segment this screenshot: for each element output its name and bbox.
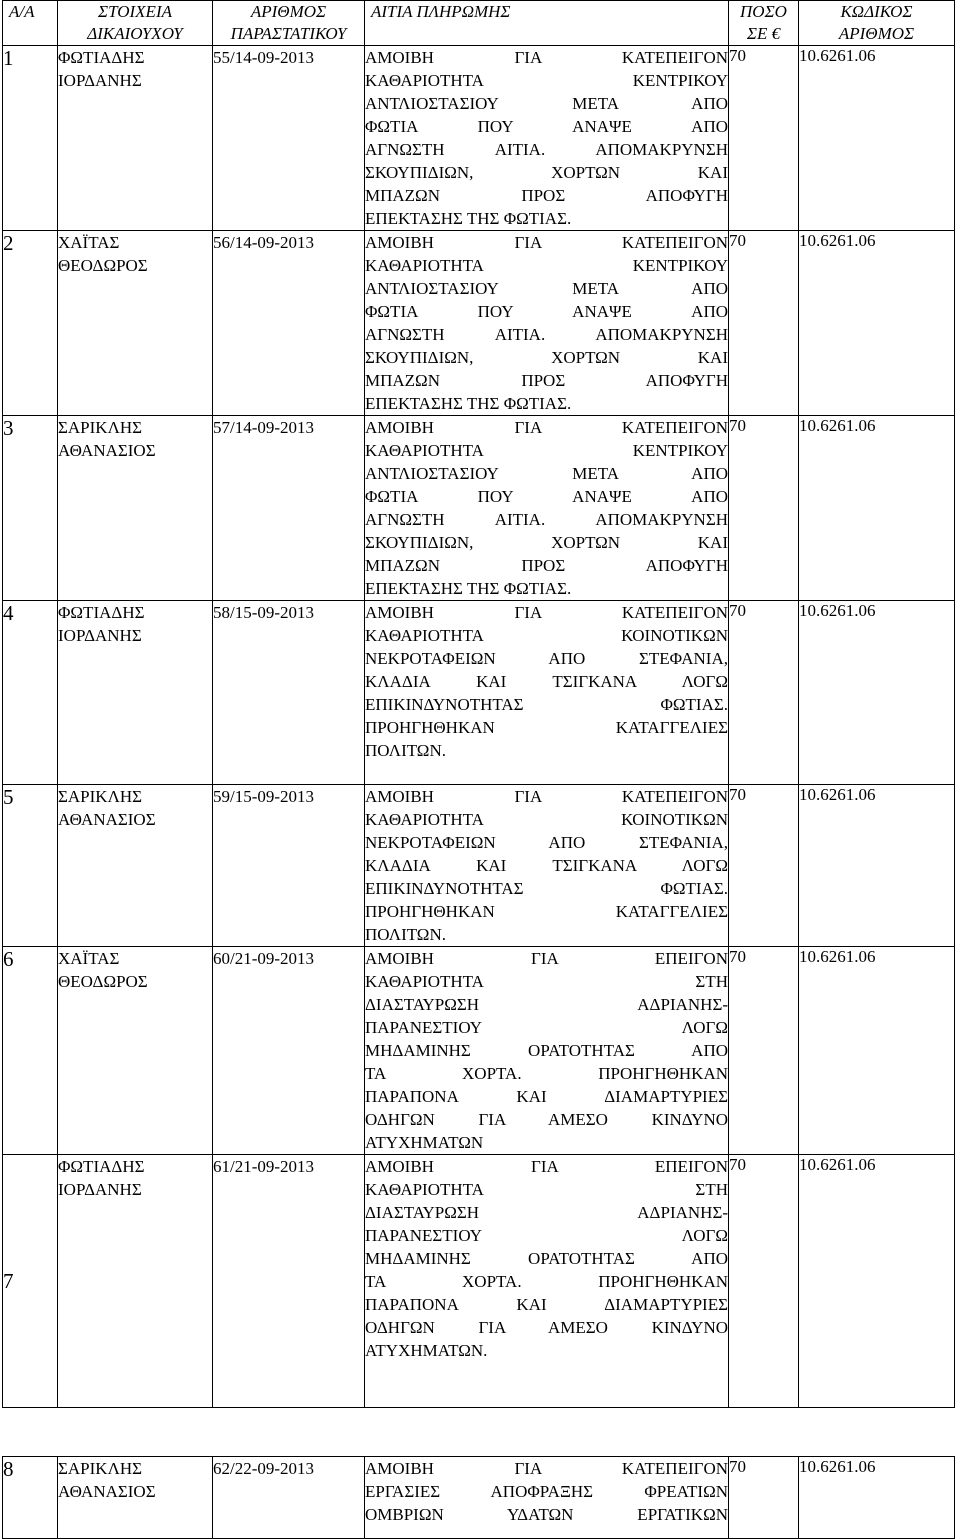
beneficiary-name-line: ΦΩΤΙΑΔΗΣ xyxy=(58,603,145,622)
payment-reason xyxy=(365,785,729,947)
row-number: 1 xyxy=(3,46,58,231)
header-amount-line-2: ΣΕ € xyxy=(746,24,781,43)
payment-reason-line: ΕΠΙΚΙΝΔΥΝΟΤΗΤΑΣ ΦΩΤΙΑΣ. xyxy=(365,879,728,898)
voucher-number: 55/14-09-2013 xyxy=(213,46,365,231)
payment-reason-line: ΑΜΟΙΒΗ ΓΙΑ ΕΠΕΙΓΟΝ xyxy=(365,949,728,968)
beneficiary-name-line: ΧΑΪΤΑΣ xyxy=(58,949,120,968)
payment-reason-line: ΑΜΟΙΒΗ ΓΙΑ ΚΑΤΕΠΕΙΓΟΝ xyxy=(365,1459,728,1478)
header-beneficiary xyxy=(58,1,213,46)
beneficiary-name xyxy=(58,416,213,601)
payment-reason-line: ΜΗΔΑΜΙΝΗΣ ΟΡΑΤΟΤΗΤΑΣ ΑΠΟ xyxy=(365,1249,728,1268)
payments-table xyxy=(2,0,955,1539)
beneficiary-name xyxy=(58,231,213,416)
header-beneficiary-line-2: ΔΙΚΑΙΟΥΧΟΥ xyxy=(87,24,183,43)
payment-reason-line: ΚΑΘΑΡΙΟΤΗΤΑ ΣΤΗ xyxy=(365,1180,728,1199)
payment-reason-line: ΠΡΟΗΓΗΘΗΚΑΝ ΚΑΤΑΓΓΕΛΙΕΣ xyxy=(365,902,728,921)
payment-reason-line: ΚΑΘΑΡΙΟΤΗΤΑ ΚΕΝΤΡΙΚΟΥ xyxy=(365,256,728,275)
beneficiary-name xyxy=(58,1457,213,1539)
payment-reason-line: ΑΝΤΛΙΟΣΤΑΣΙΟΥ ΜΕΤΑ ΑΠΟ xyxy=(365,279,728,298)
payment-reason-line: ΚΑΘΑΡΙΟΤΗΤΑ ΣΤΗ xyxy=(365,972,728,991)
payment-reason-line: ΠΑΡΑΠΟΝΑ ΚΑΙ ΔΙΑΜΑΡΤΥΡΙΕΣ xyxy=(365,1087,728,1106)
payment-reason-line: ΑΤΥΧΗΜΑΤΩΝ xyxy=(365,1133,484,1152)
payment-reason-line: ΦΩΤΙΑ ΠΟΥ ΑΝΑΨΕ ΑΠΟ xyxy=(365,117,728,136)
payment-reason-line: ΠΟΛΙΤΩΝ. xyxy=(365,925,446,944)
header-code xyxy=(799,1,955,46)
payment-amount: 70 xyxy=(729,947,799,1155)
payment-reason-line: ΦΩΤΙΑ ΠΟΥ ΑΝΑΨΕ ΑΠΟ xyxy=(365,487,728,506)
account-code: 10.6261.06 xyxy=(799,46,955,231)
payment-reason-line: ΑΝΤΛΙΟΣΤΑΣΙΟΥ ΜΕΤΑ ΑΠΟ xyxy=(365,464,728,483)
beneficiary-name-line: ΘΕΟΔΩΡΟΣ xyxy=(58,256,148,275)
voucher-number: 57/14-09-2013 xyxy=(213,416,365,601)
table-row xyxy=(3,785,955,947)
header-voucher-line-2: ΠΑΡΑΣΤΑΤΙΚΟΥ xyxy=(230,24,347,43)
page-break-gap-row xyxy=(3,1408,955,1457)
payment-reason-line: ΜΗΔΑΜΙΝΗΣ ΟΡΑΤΟΤΗΤΑΣ ΑΠΟ xyxy=(365,1041,728,1060)
payment-reason-line: ΟΔΗΓΩΝ ΓΙΑ ΑΜΕΣΟ ΚΙΝΔΥΝΟ xyxy=(365,1110,728,1129)
payment-reason-line: ΕΠΙΚΙΝΔΥΝΟΤΗΤΑΣ ΦΩΤΙΑΣ. xyxy=(365,695,728,714)
beneficiary-name xyxy=(58,947,213,1155)
gap-cell xyxy=(3,1408,58,1457)
payment-reason xyxy=(365,416,729,601)
payment-reason-line: ΕΡΓΑΣΙΕΣ ΑΠΟΦΡΑΞΗΣ ΦΡΕΑΤΙΩΝ xyxy=(365,1482,728,1501)
payment-reason-line: ΑΜΟΙΒΗ ΓΙΑ ΕΠΕΙΓΟΝ xyxy=(365,1157,728,1176)
payment-reason-line: ΜΠΑΖΩΝ ΠΡΟΣ ΑΠΟΦΥΓΗ xyxy=(365,371,728,390)
beneficiary-name-line: ΣΑΡΙΚΛΗΣ xyxy=(58,787,143,806)
row-number: 8 xyxy=(3,1457,58,1539)
payment-reason xyxy=(365,231,729,416)
payment-reason-line: ΤΑ ΧΟΡΤΑ. ΠΡΟΗΓΗΘΗΚΑΝ xyxy=(365,1064,728,1083)
payment-reason-line: ΑΜΟΙΒΗ ΓΙΑ ΚΑΤΕΠΕΙΓΟΝ xyxy=(365,418,728,437)
row-number: 7 xyxy=(3,1155,58,1408)
beneficiary-name xyxy=(58,46,213,231)
payment-reason-line: ΚΑΘΑΡΙΟΤΗΤΑ ΚΕΝΤΡΙΚΟΥ xyxy=(365,71,728,90)
gap-cell xyxy=(799,1408,955,1457)
header-reason: ΑΙΤΙΑ ΠΛΗΡΩΜΗΣ xyxy=(365,1,729,46)
beneficiary-name-line: ΣΑΡΙΚΛΗΣ xyxy=(58,418,143,437)
payment-reason-line: ΚΑΘΑΡΙΟΤΗΤΑ ΚΕΝΤΡΙΚΟΥ xyxy=(365,441,728,460)
payment-reason-line: ΦΩΤΙΑ ΠΟΥ ΑΝΑΨΕ ΑΠΟ xyxy=(365,302,728,321)
header-code-line-1: ΚΩΔΙΚΟΣ xyxy=(840,2,913,21)
voucher-number: 60/21-09-2013 xyxy=(213,947,365,1155)
payment-reason xyxy=(365,1457,729,1539)
payment-reason-line: ΤΑ ΧΟΡΤΑ. ΠΡΟΗΓΗΘΗΚΑΝ xyxy=(365,1272,728,1291)
beneficiary-name-line: ΙΟΡΔΑΝΗΣ xyxy=(58,71,142,90)
payment-amount: 70 xyxy=(729,785,799,947)
beneficiary-name-line: ΙΟΡΔΑΝΗΣ xyxy=(58,1180,142,1199)
payment-reason-line: ΚΑΘΑΡΙΟΤΗΤΑ ΚΟΙΝΟΤΙΚΩΝ xyxy=(365,810,728,829)
payment-reason-line: ΑΝΤΛΙΟΣΤΑΣΙΟΥ ΜΕΤΑ ΑΠΟ xyxy=(365,94,728,113)
voucher-number: 58/15-09-2013 xyxy=(213,601,365,785)
table-row xyxy=(3,46,955,231)
table-row xyxy=(3,1155,955,1408)
payment-reason-line: ΑΜΟΙΒΗ ΓΙΑ ΚΑΤΕΠΕΙΓΟΝ xyxy=(365,48,728,67)
beneficiary-name-line: ΦΩΤΙΑΔΗΣ xyxy=(58,1157,145,1176)
payment-reason-line: ΜΠΑΖΩΝ ΠΡΟΣ ΑΠΟΦΥΓΗ xyxy=(365,186,728,205)
payment-reason-line: ΠΑΡΑΝΕΣΤΙΟΥ ΛΟΓΩ xyxy=(365,1018,728,1037)
beneficiary-name xyxy=(58,601,213,785)
payment-amount: 70 xyxy=(729,231,799,416)
beneficiary-name-line: ΑΘΑΝΑΣΙΟΣ xyxy=(58,441,156,460)
beneficiary-name-line: ΣΑΡΙΚΛΗΣ xyxy=(58,1459,143,1478)
beneficiary-name-line: ΦΩΤΙΑΔΗΣ xyxy=(58,48,145,67)
header-voucher-line-1: ΑΡΙΘΜΟΣ xyxy=(250,2,327,21)
payment-amount: 70 xyxy=(729,46,799,231)
voucher-number: 62/22-09-2013 xyxy=(213,1457,365,1539)
row-number: 4 xyxy=(3,601,58,785)
gap-cell xyxy=(213,1408,365,1457)
payment-reason-line: ΑΓΝΩΣΤΗ ΑΙΤΙΑ. ΑΠΟΜΑΚΡΥΝΣΗ xyxy=(365,140,728,159)
voucher-number: 56/14-09-2013 xyxy=(213,231,365,416)
payment-reason-line: ΝΕΚΡΟΤΑΦΕΙΩΝ ΑΠΟ ΣΤΕΦΑΝΙΑ, xyxy=(365,833,728,852)
header-aa: Α/Α xyxy=(3,1,58,46)
payment-reason-line: ΟΜΒΡΙΩΝ ΥΔΑΤΩΝ ΕΡΓΑΤΙΚΩΝ xyxy=(365,1505,728,1524)
payment-reason-line: ΔΙΑΣΤΑΥΡΩΣΗ ΑΔΡΙΑΝΗΣ- xyxy=(365,995,728,1014)
account-code: 10.6261.06 xyxy=(799,601,955,785)
payment-amount: 70 xyxy=(729,601,799,785)
payment-reason-line: ΑΓΝΩΣΤΗ ΑΙΤΙΑ. ΑΠΟΜΑΚΡΥΝΣΗ xyxy=(365,510,728,529)
header-amount-line-1: ΠΟΣΟ xyxy=(740,2,787,21)
account-code: 10.6261.06 xyxy=(799,947,955,1155)
beneficiary-name-line: ΧΑΪΤΑΣ xyxy=(58,233,120,252)
payment-reason-line: ΑΤΥΧΗΜΑΤΩΝ. xyxy=(365,1341,488,1360)
account-code: 10.6261.06 xyxy=(799,785,955,947)
row-number: 6 xyxy=(3,947,58,1155)
payment-reason-line: ΑΜΟΙΒΗ ΓΙΑ ΚΑΤΕΠΕΙΓΟΝ xyxy=(365,603,728,622)
payment-reason-line: ΠΑΡΑΠΟΝΑ ΚΑΙ ΔΙΑΜΑΡΤΥΡΙΕΣ xyxy=(365,1295,728,1314)
payment-reason-line: ΕΠΕΚΤΑΣΗΣ ΤΗΣ ΦΩΤΙΑΣ. xyxy=(365,579,572,598)
payment-reason-line: ΕΠΕΚΤΑΣΗΣ ΤΗΣ ΦΩΤΙΑΣ. xyxy=(365,209,572,228)
header-amount xyxy=(729,1,799,46)
payment-amount: 70 xyxy=(729,416,799,601)
payment-reason-line: ΕΠΕΚΤΑΣΗΣ ΤΗΣ ΦΩΤΙΑΣ. xyxy=(365,394,572,413)
payment-reason xyxy=(365,1155,729,1408)
table-header-row xyxy=(3,1,955,46)
account-code: 10.6261.06 xyxy=(799,231,955,416)
voucher-number: 59/15-09-2013 xyxy=(213,785,365,947)
payment-amount: 70 xyxy=(729,1457,799,1539)
payment-amount: 70 xyxy=(729,1155,799,1408)
table-row xyxy=(3,231,955,416)
payment-reason-line: ΟΔΗΓΩΝ ΓΙΑ ΑΜΕΣΟ ΚΙΝΔΥΝΟ xyxy=(365,1318,728,1337)
beneficiary-name-line: ΙΟΡΔΑΝΗΣ xyxy=(58,626,142,645)
row-number: 5 xyxy=(3,785,58,947)
row-number: 2 xyxy=(3,231,58,416)
gap-cell xyxy=(729,1408,799,1457)
header-beneficiary-line-1: ΣΤΟΙΧΕΙΑ xyxy=(97,2,172,21)
beneficiary-name-line: ΑΘΑΝΑΣΙΟΣ xyxy=(58,810,156,829)
payment-reason-line: ΠΟΛΙΤΩΝ. xyxy=(365,741,446,760)
payment-reason-line: ΠΑΡΑΝΕΣΤΙΟΥ ΛΟΓΩ xyxy=(365,1226,728,1245)
payment-reason-line: ΠΡΟΗΓΗΘΗΚΑΝ ΚΑΤΑΓΓΕΛΙΕΣ xyxy=(365,718,728,737)
table-row xyxy=(3,1457,955,1539)
payment-reason-line: ΑΜΟΙΒΗ ΓΙΑ ΚΑΤΕΠΕΙΓΟΝ xyxy=(365,233,728,252)
account-code: 10.6261.06 xyxy=(799,416,955,601)
payment-reason-line: ΣΚΟΥΠΙΔΙΩΝ, ΧΟΡΤΩΝ ΚΑΙ xyxy=(365,348,728,367)
voucher-number: 61/21-09-2013 xyxy=(213,1155,365,1408)
payment-reason-line: ΚΑΘΑΡΙΟΤΗΤΑ ΚΟΙΝΟΤΙΚΩΝ xyxy=(365,626,728,645)
header-code-line-2: ΑΡΙΘΜΟΣ xyxy=(838,24,915,43)
payment-reason-line: ΣΚΟΥΠΙΔΙΩΝ, ΧΟΡΤΩΝ ΚΑΙ xyxy=(365,533,728,552)
table-row xyxy=(3,601,955,785)
payment-reason-line: ΜΠΑΖΩΝ ΠΡΟΣ ΑΠΟΦΥΓΗ xyxy=(365,556,728,575)
payment-reason-line: ΔΙΑΣΤΑΥΡΩΣΗ ΑΔΡΙΑΝΗΣ- xyxy=(365,1203,728,1222)
header-voucher xyxy=(213,1,365,46)
payment-reason xyxy=(365,947,729,1155)
payment-reason-line: ΑΓΝΩΣΤΗ ΑΙΤΙΑ. ΑΠΟΜΑΚΡΥΝΣΗ xyxy=(365,325,728,344)
table-row xyxy=(3,416,955,601)
payment-reason-line: ΣΚΟΥΠΙΔΙΩΝ, ΧΟΡΤΩΝ ΚΑΙ xyxy=(365,163,728,182)
beneficiary-name-line: ΑΘΑΝΑΣΙΟΣ xyxy=(58,1482,156,1501)
payment-reason-line: ΑΜΟΙΒΗ ΓΙΑ ΚΑΤΕΠΕΙΓΟΝ xyxy=(365,787,728,806)
payment-reason-line: ΚΛΑΔΙΑ ΚΑΙ ΤΣΙΓΚΑΝΑ ΛΟΓΩ xyxy=(365,672,728,691)
beneficiary-name xyxy=(58,1155,213,1408)
account-code: 10.6261.06 xyxy=(799,1155,955,1408)
gap-cell xyxy=(365,1408,729,1457)
payment-reason xyxy=(365,46,729,231)
beneficiary-name-line: ΘΕΟΔΩΡΟΣ xyxy=(58,972,148,991)
table-row xyxy=(3,947,955,1155)
payment-reason xyxy=(365,601,729,785)
beneficiary-name xyxy=(58,785,213,947)
gap-cell xyxy=(58,1408,213,1457)
payment-reason-line: ΚΛΑΔΙΑ ΚΑΙ ΤΣΙΓΚΑΝΑ ΛΟΓΩ xyxy=(365,856,728,875)
row-number: 3 xyxy=(3,416,58,601)
account-code: 10.6261.06 xyxy=(799,1457,955,1539)
payment-reason-line: ΝΕΚΡΟΤΑΦΕΙΩΝ ΑΠΟ ΣΤΕΦΑΝΙΑ, xyxy=(365,649,728,668)
